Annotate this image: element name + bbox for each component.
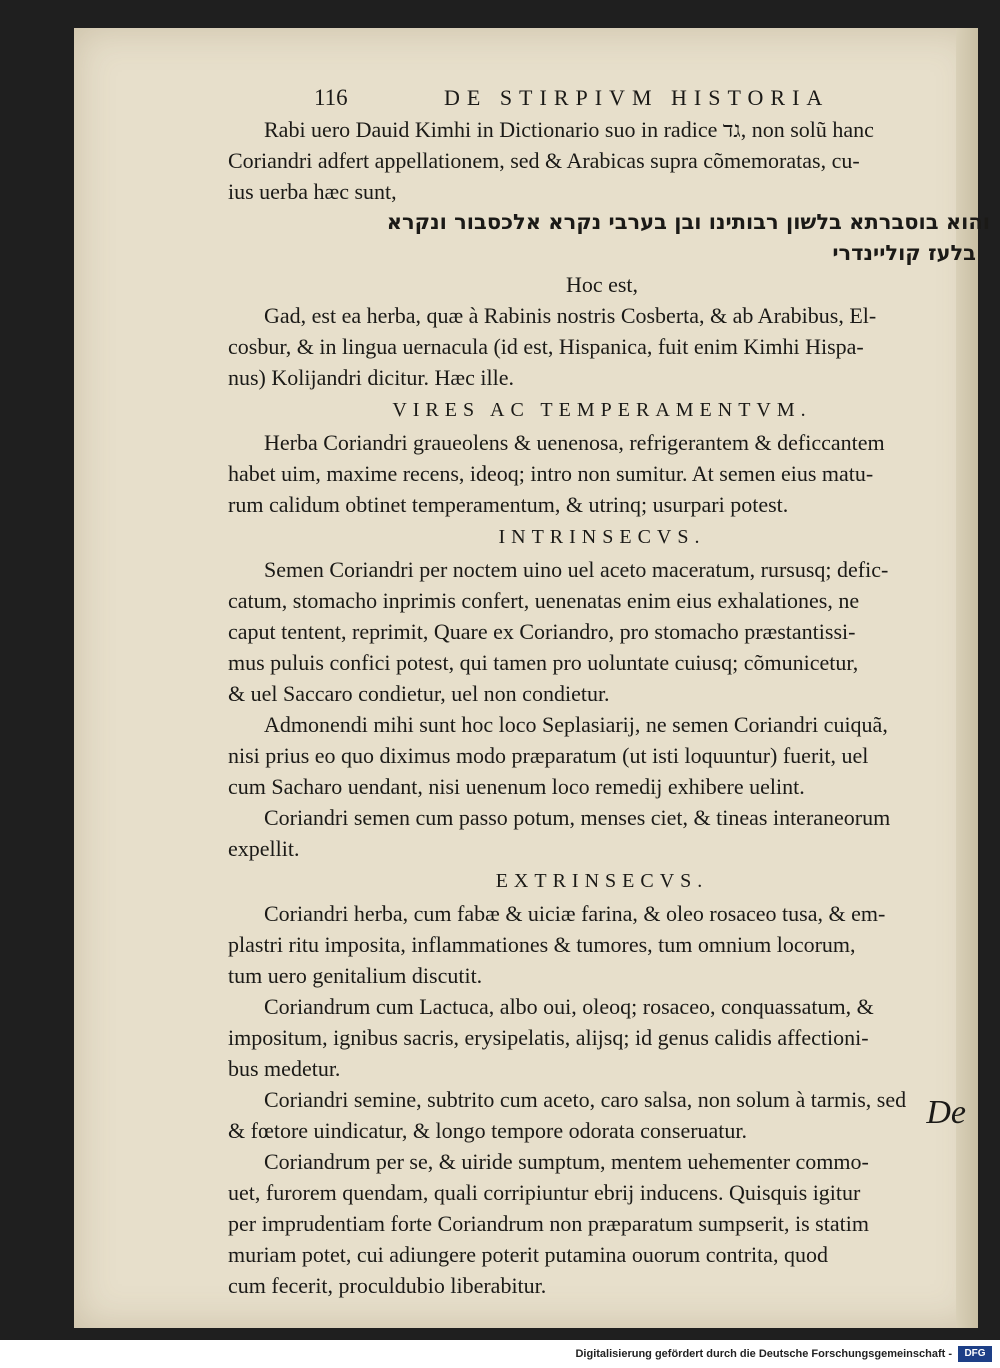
text-line: impositum, ignibus sacris, erysipelatis, alijsq; id genus calidis affectioni-: [228, 1025, 869, 1050]
text-line: & uel Saccaro condietur, uel non condietur.: [228, 681, 610, 706]
catchword: De: [926, 1094, 966, 1131]
section-heading: VIRES AC TEMPERAMENTVM.: [392, 399, 812, 421]
text-line: nus) Kolijandri dicitur. Hæc ille.: [228, 365, 514, 390]
text-line: Gad, est ea herba, quæ à Rabinis nostris Cosberta, & ab Arabibus, El-: [264, 303, 877, 328]
text-line: expellit.: [228, 836, 300, 861]
dfg-logo: DFG: [958, 1346, 992, 1362]
text-line: Semen Coriandri per noctem uino uel aceto maceratum, rursusq; defic-: [264, 557, 889, 582]
running-title: DE STIRPIVM HISTORIA: [444, 85, 830, 110]
text-line: mus puluis confici potest, qui tamen pro uoluntate cuiusq; cõmunicetur,: [228, 650, 859, 675]
text-line: Hoc est,: [565, 272, 639, 297]
funding-notice: Digitalisierung gefördert durch die Deutsche Forschungsgemeinschaft -: [575, 1348, 952, 1360]
section-heading: INTRINSECVS.: [498, 526, 706, 548]
text-line: bus medetur.: [228, 1056, 341, 1081]
text-line: ius uerba hæc sunt,: [228, 179, 397, 204]
text-line: rum calidum obtinet temperamentum, & utrinq; usurpari potest.: [228, 492, 789, 517]
text-line: catum, stomacho inprimis confert, uenenatas enim eius exhalationes, ne: [228, 588, 860, 613]
text-line: Coriandrum per se, & uiride sumptum, mentem uehementer commo-: [264, 1149, 869, 1174]
text-line: Coriandri adfert appellationem, sed & Arabicas supra cõmemoratas, cu-: [228, 148, 860, 173]
page-number: 116: [314, 85, 348, 110]
text-line: tum uero genitalium discutit.: [228, 963, 483, 988]
text-line: nisi prius eo quo diximus modo præparatum (ut isti loquuntur) fuerit, uel: [228, 743, 869, 768]
text-line: Coriandri herba, cum fabæ & uiciæ farina, & oleo rosaceo tusa, & em-: [264, 901, 886, 926]
text-line: plastri ritu imposita, inflammationes & tumores, tum omnium locorum,: [228, 932, 856, 957]
text-line: Coriandri semine, subtrito cum aceto, caro salsa, non solum à tarmis, sed: [264, 1087, 907, 1112]
text-line: habet uim, maxime recens, ideoq; intro non sumitur. At semen eius matu-: [228, 461, 874, 486]
page-text: [228, 82, 990, 1301]
text-line: caput tentent, reprimit, Quare ex Coriandro, pro stomacho præstantissi-: [228, 619, 856, 644]
text-line: Coriandri semen cum passo potum, menses ciet, & tineas interaneorum: [264, 805, 891, 830]
text-line: Admonendi mihi sunt hoc loco Seplasiarij, ne semen Coriandri cuiquã,: [264, 712, 888, 737]
section-heading: EXTRINSECVS.: [495, 870, 709, 892]
text-line: Coriandrum cum Lactuca, albo oui, oleoq; rosaceo, conquassatum, &: [264, 994, 874, 1019]
text-line: per imprudentiam forte Coriandrum non præparatum sumpserit, is statim: [228, 1211, 869, 1236]
text-line: & fœtore uindicatur, & longo tempore odorata conseruatur.: [228, 1118, 748, 1143]
text-line: cosbur, & in lingua uernacula (id est, Hispanica, fuit enim Kimhi Hispa-: [228, 334, 864, 359]
text-line: uet, furorem quendam, quali corripiuntur ebrij inducens. Quisquis igitur: [228, 1180, 861, 1205]
hebrew-quote-line: בלעז קוליינדרי: [832, 241, 976, 265]
text-line: cum Sacharo uendant, nisi uenenum loco remedij exhibere uelint.: [228, 774, 805, 799]
text-line: muriam potet, cui adiungere poterit putamina ouorum contrita, quod: [228, 1242, 828, 1267]
running-head: [314, 82, 976, 114]
footer-bar: [0, 1340, 1000, 1368]
text-line: Rabi uero Dauid Kimhi in Dictionario suo in radice גד, non solũ hanc: [264, 117, 874, 142]
text-line: Herba Coriandri graueolens & uenenosa, refrigerantem & deficcantem: [264, 430, 885, 455]
hebrew-quote-line: והוא בוסברתא בלשון רבותינו ובן בערבי נקרא אלכסבור ונקרא: [386, 210, 990, 234]
text-line: cum fecerit, proculdubio liberabitur.: [228, 1273, 547, 1298]
